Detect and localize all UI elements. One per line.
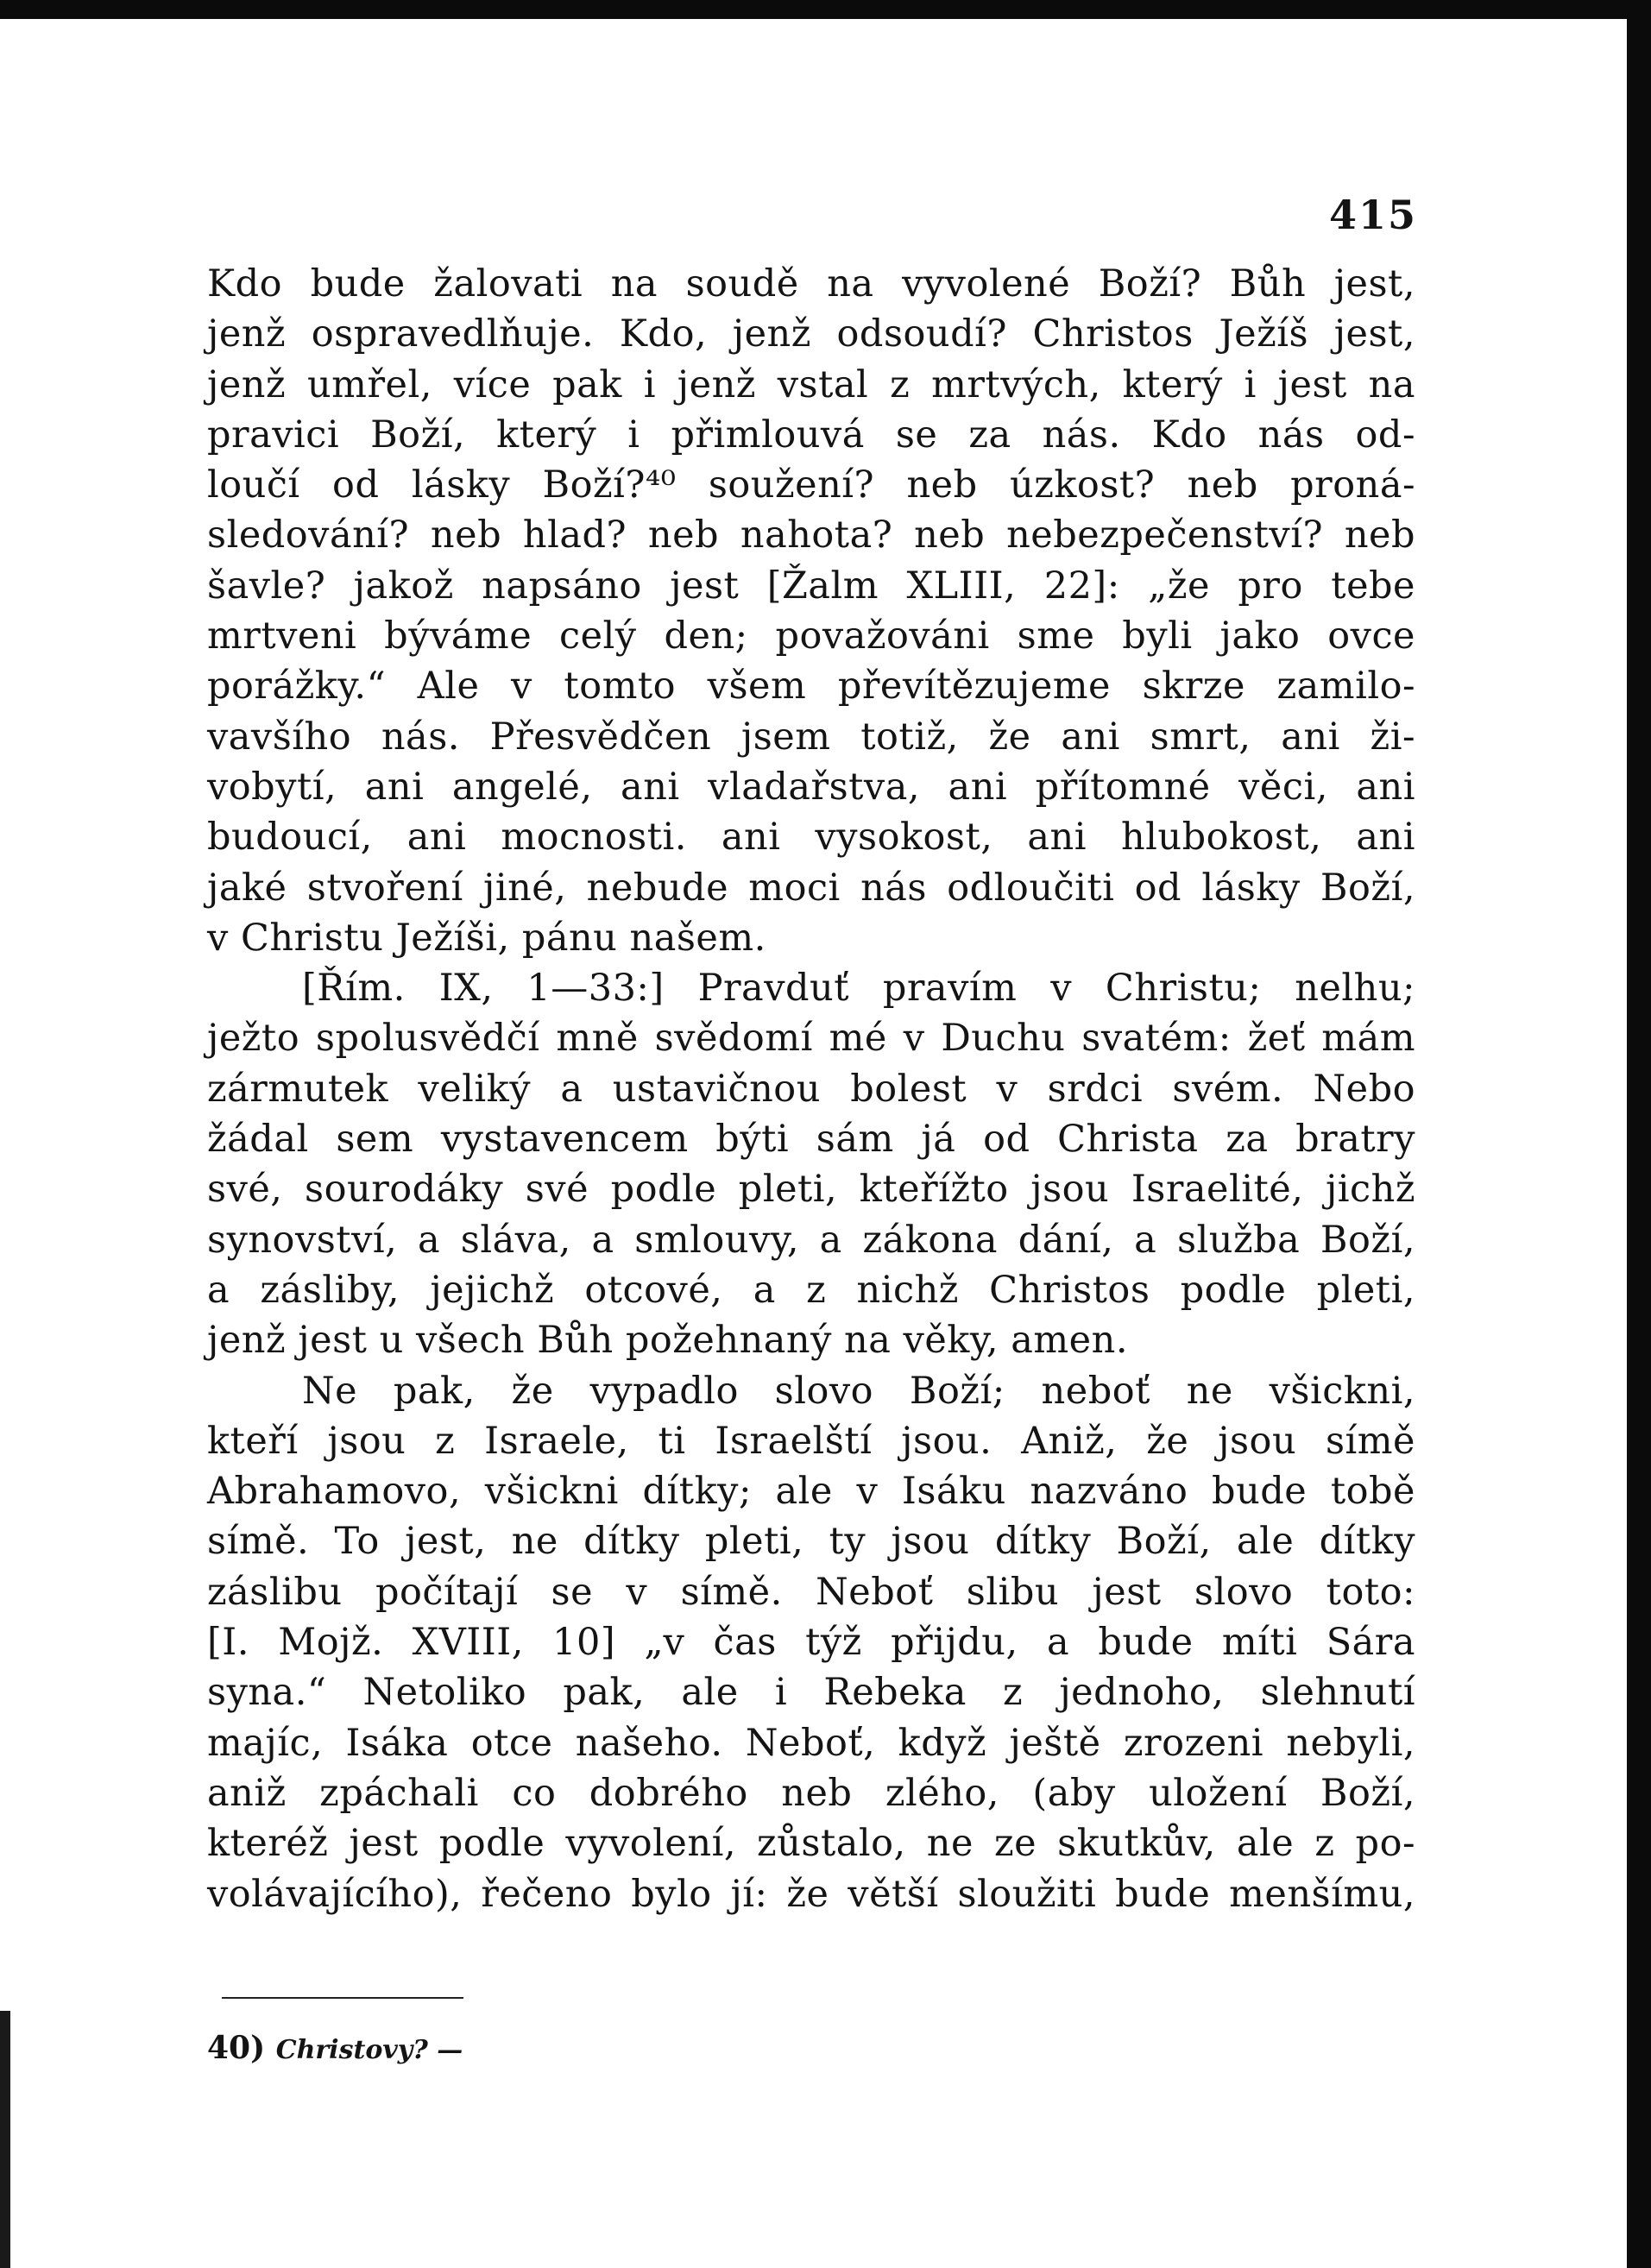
- text-line: Abrahamovo, všickni dítky; ale v Isáku nazváno bude tobě: [207, 1470, 1415, 1514]
- text-line: vobytí, ani angelé, ani vladařstva, ani přítomné věci, ani: [207, 765, 1415, 809]
- text-line: [I. Mojž. XVIII, 10] „v čas týž přijdu, a bude míti Sára: [207, 1621, 1415, 1665]
- text-line: vavšího nás. Přesvědčen jsem totiž, že ani smrt, ani ži-: [207, 715, 1415, 759]
- text-line: majíc, Isáka otce našeho. Neboť, když ještě zrozeni nebyli,: [207, 1721, 1415, 1765]
- text-line: zármutek veliký a ustavičnou bolest v srdci svém. Nebo: [207, 1067, 1415, 1111]
- text-line: syna.“ Netoliko pak, ale i Rebeka z jednoho, slehnutí: [207, 1671, 1415, 1715]
- footnote-marker: 40): [207, 2030, 266, 2066]
- text-line: jaké stvoření jiné, nebude moci nás odloučiti od lásky Boží,: [207, 866, 1415, 910]
- scan-edge-left: [0, 2011, 10, 2268]
- footnote: [207, 2030, 463, 2066]
- text-line: jenž ospravedlňuje. Kdo, jenž odsoudí? Christos Ježíš jest,: [207, 312, 1415, 356]
- text-line: mrtveni býváme celý den; považováni sme byli jako ovce: [207, 614, 1415, 658]
- text-line: své, sourodáky své podle pleti, kteřížto jsou Israelité, jichž: [207, 1168, 1415, 1212]
- footnote-text: Christovy? —: [275, 2035, 463, 2065]
- text-line: záslibu počítají se v símě. Neboť slibu jest slovo toto:: [207, 1570, 1415, 1614]
- text-line: a zásliby, jejichž otcové, a z nichž Christos podle pleti,: [207, 1268, 1415, 1312]
- text-line: [Řím. IX, 1—33:] Pravduť pravím v Christu; nelhu;: [302, 967, 1415, 1011]
- text-line: v Christu Ježíši, pánu našem.: [207, 916, 766, 960]
- text-line: porážky.“ Ale v tomto všem převítězujeme skrze zamilo-: [207, 665, 1415, 709]
- text-line: sledování? neb hlad? neb nahota? neb nebezpečenství? neb: [207, 513, 1415, 558]
- text-line: kteréž jest podle vyvolení, zůstalo, ne ze skutkův, ale z po-: [207, 1822, 1415, 1866]
- scan-edge-top: [0, 0, 1651, 19]
- text-line: aniž zpáchali co dobrého neb zlého, (aby uložení Boží,: [207, 1771, 1415, 1815]
- page-number: 415: [1329, 192, 1418, 238]
- text-line: šavle? jakož napsáno jest [Žalm XLIII, 22]: „že pro tebe: [207, 564, 1415, 608]
- text-line: jenž jest u všech Bůh požehnaný na věky, amen.: [207, 1319, 1128, 1363]
- text-line: loučí od lásky Boží?⁴⁰ soužení? neb úzkost? neb proná-: [207, 463, 1415, 507]
- footnote-divider: [222, 1997, 463, 1999]
- text-line: kteří jsou z Israele, ti Israelští jsou. Aniž, že jsou símě: [207, 1419, 1415, 1463]
- text-line: jenž umřel, více pak i jenž vstal z mrtvých, který i jest na: [207, 362, 1415, 406]
- scan-edge-right: [1627, 0, 1651, 2268]
- text-line: volávajícího), řečeno bylo jí: že větší sloužiti bude menšímu,: [207, 1872, 1415, 1916]
- body-text: [207, 259, 1415, 1919]
- text-line: pravici Boží, který i přimlouvá se za nás. Kdo nás od-: [207, 413, 1415, 457]
- text-line: budoucí, ani mocnosti. ani vysokost, ani hlubokost, ani: [207, 816, 1415, 860]
- text-line: žádal sem vystavencem býti sám já od Christa za bratry: [207, 1118, 1415, 1162]
- text-line: ježto spolusvědčí mně svědomí mé v Duchu svatém: žeť mám: [207, 1017, 1415, 1061]
- text-line: Ne pak, že vypadlo slovo Boží; neboť ne všickni,: [302, 1369, 1415, 1413]
- text-line: símě. To jest, ne dítky pleti, ty jsou dítky Boží, ale dítky: [207, 1520, 1415, 1564]
- text-line: Kdo bude žalovati na soudě na vyvolené Boží? Bůh jest,: [207, 262, 1415, 306]
- text-line: synovství, a sláva, a smlouvy, a zákona dání, a služba Boží,: [207, 1218, 1415, 1262]
